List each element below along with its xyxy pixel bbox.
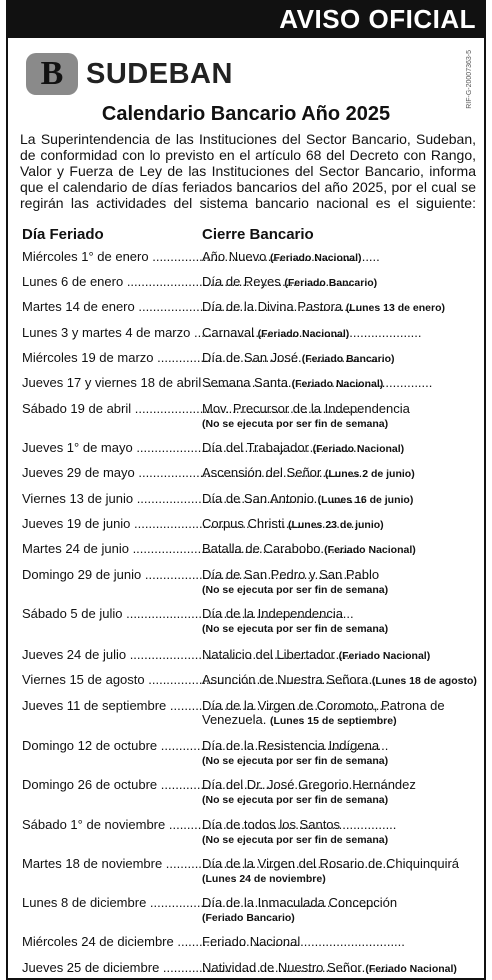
holiday-date: Sábado 19 de abril ..... <box>22 402 196 416</box>
header-date: Día Feriado <box>22 226 104 243</box>
holiday-name: Corpus Christi <box>202 516 285 531</box>
holiday-date: Jueves 29 de mayo ..... <box>22 466 196 480</box>
holiday-date: Martes 14 de enero ..... <box>22 300 196 314</box>
holiday-name: Carnaval <box>202 325 255 340</box>
holiday-date: Lunes 8 de diciembre ..... <box>22 896 196 910</box>
holiday-note: (Feriado Nacional) <box>257 328 350 340</box>
holiday-date: Martes 18 de noviembre ..... <box>22 857 196 871</box>
holiday-desc <box>202 402 478 431</box>
notice-banner: AVISO OFICIAL <box>6 0 486 38</box>
holiday-note: (Feriado Nacional) <box>338 650 431 662</box>
holiday-note: (Feriado Bancario) <box>202 912 295 924</box>
holiday-date: Miércoles 19 de marzo ..... <box>22 351 196 365</box>
page-title: Calendario Bancario Año 2025 <box>101 103 391 125</box>
holiday-date: Lunes 3 y martes 4 de marzo ..... <box>22 326 196 340</box>
holiday-name: Semana Santa <box>202 375 289 390</box>
holiday-note: (No se ejecuta por ser fin de semana) <box>202 755 389 767</box>
holiday-note: (No se ejecuta por ser fin de semana) <box>202 418 389 430</box>
intro-paragraph: La Superintendencia de las Instituciones del Sector Bancario, Sudeban, de conformidad con lo previsto en el artículo 68 del Decreto con Rango, Valor y Fuerza de Ley de las Instituciones del Sector Bancario, informa que el calendario de días feriados bancarios del año 2025, por el cual se regirán las actividades del sistema bancario nacional es el siguiente: <box>20 131 476 211</box>
holiday-desc <box>202 935 478 949</box>
holiday-desc <box>202 492 478 507</box>
holiday-name: Día de la Independencia <box>202 606 343 621</box>
holiday-date: Viernes 13 de junio ..... <box>22 492 196 506</box>
holiday-desc <box>202 441 478 456</box>
holiday-name: Día del Trabajador <box>202 440 309 455</box>
holiday-note: (Feriado Nacional) <box>312 443 405 455</box>
holiday-name: Ascensión del Señor <box>202 465 322 480</box>
holiday-desc <box>202 699 478 728</box>
holiday-date: Jueves 24 de julio ..... <box>22 648 196 662</box>
brand-name: SUDEBAN <box>86 58 233 90</box>
holiday-date: Jueves 17 y viernes 18 de abril ..... <box>22 376 196 390</box>
holiday-date: Martes 24 de junio ..... <box>22 542 196 556</box>
holiday-desc <box>202 739 478 768</box>
holiday-note: (Lunes 2 de junio) <box>324 468 415 480</box>
holiday-desc <box>202 568 478 597</box>
holiday-desc <box>202 351 478 366</box>
holiday-desc <box>202 466 478 481</box>
holiday-date: Miércoles 24 de diciembre ..... <box>22 935 196 949</box>
holiday-date: Viernes 15 de agosto ..... <box>22 673 196 687</box>
holiday-note: (Feriado Bancario) <box>284 277 378 289</box>
holiday-note: (No se ejecuta por ser fin de semana) <box>202 623 389 635</box>
holiday-note: (Lunes 15 de septiembre) <box>269 715 397 727</box>
holiday-date: Sábado 1° de noviembre ..... <box>22 818 196 832</box>
holiday-name: Día de la Virgen del Rosario de Chiquinquirá <box>202 856 460 871</box>
holiday-note: (Lunes 18 de agosto) <box>371 675 477 687</box>
holiday-date: Miércoles 1° de enero ..... <box>22 250 196 264</box>
holiday-name: Mov. Precursor de la Independencia <box>202 401 410 416</box>
holiday-note: (Feriado Nacional) <box>324 544 416 556</box>
holiday-name: Día de Reyes <box>202 274 281 289</box>
holiday-name: Día de la Divina Pastora <box>202 299 343 314</box>
holiday-note: (No se ejecuta por ser fin de semana) <box>202 834 389 846</box>
holiday-desc <box>202 542 478 557</box>
holiday-desc <box>202 300 478 315</box>
holiday-note: (Feriado Bancario) <box>301 353 395 365</box>
holiday-desc <box>202 607 478 636</box>
holiday-desc <box>202 648 478 663</box>
holiday-date: Sábado 5 de julio ..... <box>22 607 196 621</box>
holiday-desc <box>202 818 478 847</box>
holiday-note: (Lunes 23 de junio) <box>287 519 384 531</box>
holiday-date: Domingo 29 de junio ..... <box>22 568 196 582</box>
holiday-note: (Lunes 13 de enero) <box>345 302 446 314</box>
holiday-note: (Lunes 16 de junio) <box>317 494 414 506</box>
holiday-desc <box>202 326 478 341</box>
holiday-desc <box>202 517 478 532</box>
holiday-date: Jueves 25 de diciembre ..... <box>22 961 196 975</box>
holiday-name: Batalla de Carabobo <box>202 541 321 556</box>
holiday-desc <box>202 250 478 265</box>
holiday-desc <box>202 275 478 290</box>
holiday-name: Día de todos los Santos <box>202 817 341 832</box>
holiday-name: Día de San Pedro y San Pablo <box>202 567 380 582</box>
holiday-date: Jueves 19 de junio ..... <box>22 517 196 531</box>
holiday-date: Jueves 1° de mayo ..... <box>22 441 196 455</box>
side-code: RIF-G-20007363-5 <box>466 50 473 109</box>
holiday-date: Jueves 11 de septiembre ..... <box>22 699 196 713</box>
holiday-date: Domingo 12 de octubre ..... <box>22 739 196 753</box>
holiday-name: Feriado Nacional <box>202 934 301 949</box>
holiday-desc <box>202 673 478 688</box>
holiday-desc <box>202 896 478 925</box>
holiday-name: Día de la Inmaculada Concepción <box>202 895 398 910</box>
holiday-name: Día de San Antonio <box>202 491 315 506</box>
holiday-desc <box>202 376 478 391</box>
logo-letter: B <box>40 55 64 92</box>
holiday-note: (Feriado Nacional) <box>291 378 384 390</box>
holiday-name: Natividad de Nuestro Señor <box>202 960 362 975</box>
holiday-date: Lunes 6 de enero ..... <box>22 275 196 289</box>
holiday-note: (No se ejecuta por ser fin de semana) <box>202 794 389 806</box>
holiday-note: (Feriado Nacional) <box>365 963 457 975</box>
holiday-note: (Feriado Nacional) <box>269 252 362 264</box>
header-closing: Cierre Bancario <box>202 226 314 243</box>
holiday-name: Asunción de Nuestra Señora <box>202 672 369 687</box>
holiday-desc <box>202 857 478 886</box>
holiday-name: Día de San José <box>202 350 299 365</box>
holiday-date: Domingo 26 de octubre ..... <box>22 778 196 792</box>
holiday-name: Día de la Resistencia Indígena <box>202 738 380 753</box>
holiday-note: (No se ejecuta por ser fin de semana) <box>202 584 389 596</box>
holiday-name: Día del Dr. José Gregorio Hernández <box>202 777 416 792</box>
holiday-name: Día de la Virgen de Coromoto, Patrona de Venezuela. <box>202 698 445 727</box>
holiday-name: Año Nuevo <box>202 249 267 264</box>
holiday-note: (Lunes 24 de noviembre) <box>202 873 326 885</box>
holiday-name: Natalicio del Libertador <box>202 647 335 662</box>
holiday-desc <box>202 961 478 976</box>
holiday-desc <box>202 778 478 807</box>
